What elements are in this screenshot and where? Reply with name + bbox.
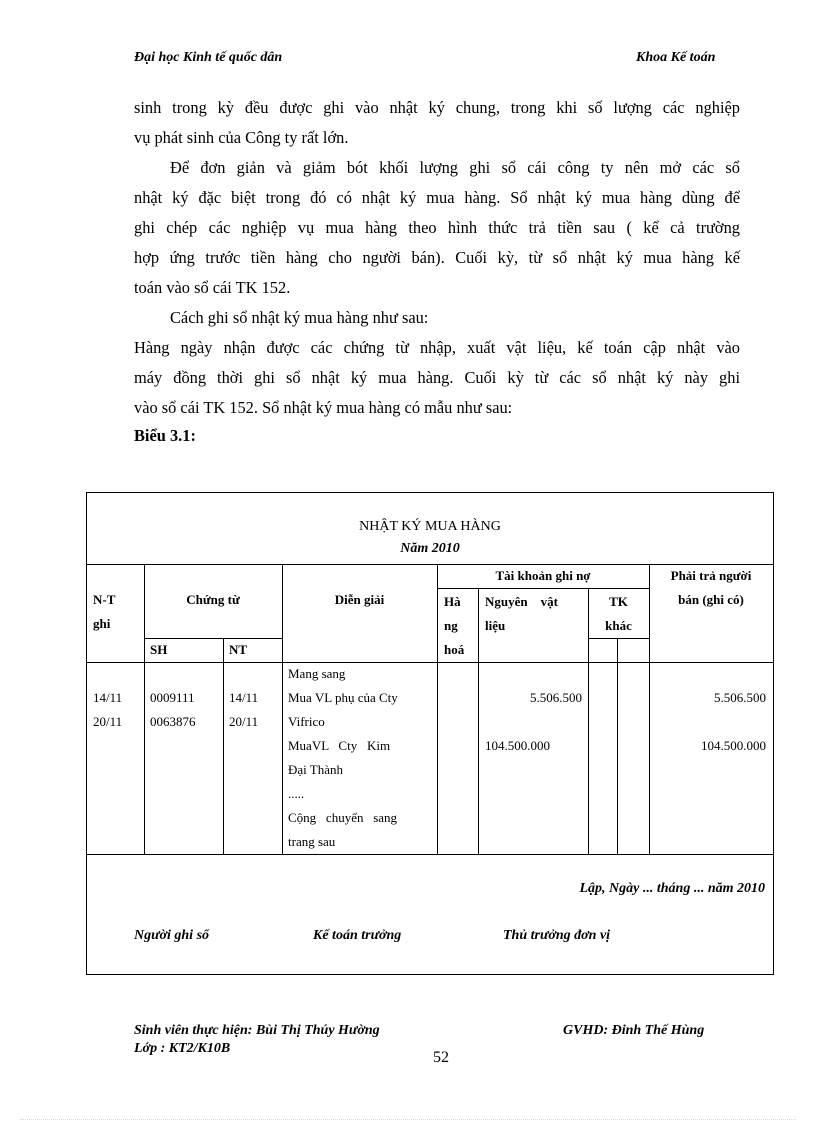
table-rule	[437, 564, 438, 854]
paragraph-line: ghi chép các nghiệp vụ mua hàng theo hình thức trả tiền sau ( kể cả trường	[134, 218, 740, 237]
table-rule	[478, 588, 479, 854]
paragraph-line: vào sổ cái TK 152. Sổ nhật ký mua hàng có mẫu như sau:	[134, 398, 513, 417]
form-title: NHẬT KÝ MUA HÀNG	[359, 519, 501, 534]
row-description: Mua VL phụ của Cty	[288, 690, 398, 705]
header-tk-khac: khác	[605, 618, 632, 633]
paragraph-line: toán vào sổ cái TK 152.	[134, 278, 291, 297]
paragraph-line: Hàng ngày nhận được các chứng từ nhập, xuất vật liệu, kế toán cập nhật vào	[134, 338, 740, 357]
header-tk-khac: TK	[609, 594, 628, 609]
header-dien-giai: Diễn giải	[334, 592, 385, 607]
header-right: Khoa Kế toán	[636, 50, 716, 65]
paragraph-line: Để đơn giản và giảm bót khối lượng ghi sổ cái công ty nên mở các sổ	[170, 158, 740, 177]
row-carry-in: Mang sang	[288, 666, 346, 681]
paragraph-line: Cách ghi sổ nhật ký mua hàng như sau:	[170, 308, 429, 327]
row-date: 20/11	[93, 714, 123, 729]
row-material-amount: 104.500.000	[485, 738, 550, 753]
row-description: MuaVL Cty Kim	[288, 738, 391, 753]
table-rule	[437, 588, 649, 589]
row-description: Vifrico	[288, 714, 325, 729]
figure-label: Biểu 3.1:	[134, 426, 196, 445]
header-chung-tu: Chứng từ	[186, 592, 240, 607]
row-description: Đại Thành	[288, 762, 343, 777]
footer-class: Lớp : KT2/K10B	[134, 1041, 231, 1056]
header-hang-hoa: ng	[444, 618, 458, 633]
table-rule	[223, 638, 224, 854]
row-voucher-number: 0009111	[150, 690, 195, 705]
form-date-line: Lập, Ngày ... tháng ... năm 2010	[579, 881, 765, 896]
header-phai-tra: bán (ghi có)	[678, 592, 744, 607]
paragraph-line: nhật ký đặc biệt trong đó có nhật ký mua hàng. Sổ nhật ký mua hàng dùng để	[134, 188, 740, 207]
row-ellipsis: .....	[288, 786, 305, 801]
header-nt-ghi: ghi	[93, 616, 111, 631]
header-left: Đại học Kinh tế quốc dân	[134, 50, 283, 65]
header-tk-ghi-no: Tài khoản ghi nợ	[495, 568, 591, 583]
header-nguyen-vat-lieu: liệu	[485, 618, 506, 633]
row-material-amount: 5.506.500	[530, 690, 582, 705]
signature-chief-accountant: Kế toán trưởng	[313, 928, 402, 943]
form-year: Năm 2010	[400, 541, 460, 556]
page-number: 52	[433, 1049, 449, 1066]
header-sh: SH	[150, 642, 168, 657]
header-phai-tra: Phải trả người	[670, 568, 752, 583]
row-carry-out: trang sau	[288, 834, 336, 849]
table-rule	[617, 638, 618, 854]
paragraph-line: vụ phát sinh của Công ty rất lớn.	[134, 128, 349, 147]
row-payable-amount: 104.500.000	[701, 738, 766, 753]
table-rule	[588, 638, 649, 639]
header-nt-ghi: N-T	[93, 592, 116, 607]
paragraph-line: máy đồng thời ghi sổ nhật ký mua hàng. Cuối kỳ từ các sổ nhật ký này ghi	[134, 368, 740, 387]
header-nt: NT	[229, 642, 248, 657]
header-hang-hoa: Hà	[444, 594, 461, 609]
header-hang-hoa: hoá	[444, 642, 465, 657]
signature-recorder: Người ghi sổ	[134, 928, 210, 943]
row-voucher-date: 14/11	[229, 690, 259, 705]
table-border-bottom	[87, 854, 773, 855]
header-nguyen-vat-lieu: Nguyên vật	[485, 594, 558, 609]
footer-student: Sinh viên thực hiện: Bùi Thị Thúy Hường	[134, 1023, 380, 1038]
page-bottom-rule	[20, 1119, 796, 1120]
row-voucher-date: 20/11	[229, 714, 259, 729]
table-header-bottom	[87, 662, 773, 663]
row-voucher-number: 0063876	[150, 714, 196, 729]
purchase-journal-form	[86, 492, 774, 975]
paragraph-line: sinh trong kỳ đều được ghi vào nhật ký chung, trong khi số lượng các nghiệp	[134, 98, 740, 117]
row-carry-out: Cộng chuyển sang	[288, 810, 398, 825]
row-payable-amount: 5.506.500	[714, 690, 766, 705]
paragraph-line: hợp ứng trước tiền hàng cho người bán). Cuối kỳ, từ sổ nhật ký mua hàng kế	[134, 248, 740, 267]
footer-advisor: GVHD: Đinh Thế Hùng	[563, 1023, 705, 1038]
row-date: 14/11	[93, 690, 123, 705]
signature-head: Thủ trưởng đơn vị	[503, 928, 611, 943]
